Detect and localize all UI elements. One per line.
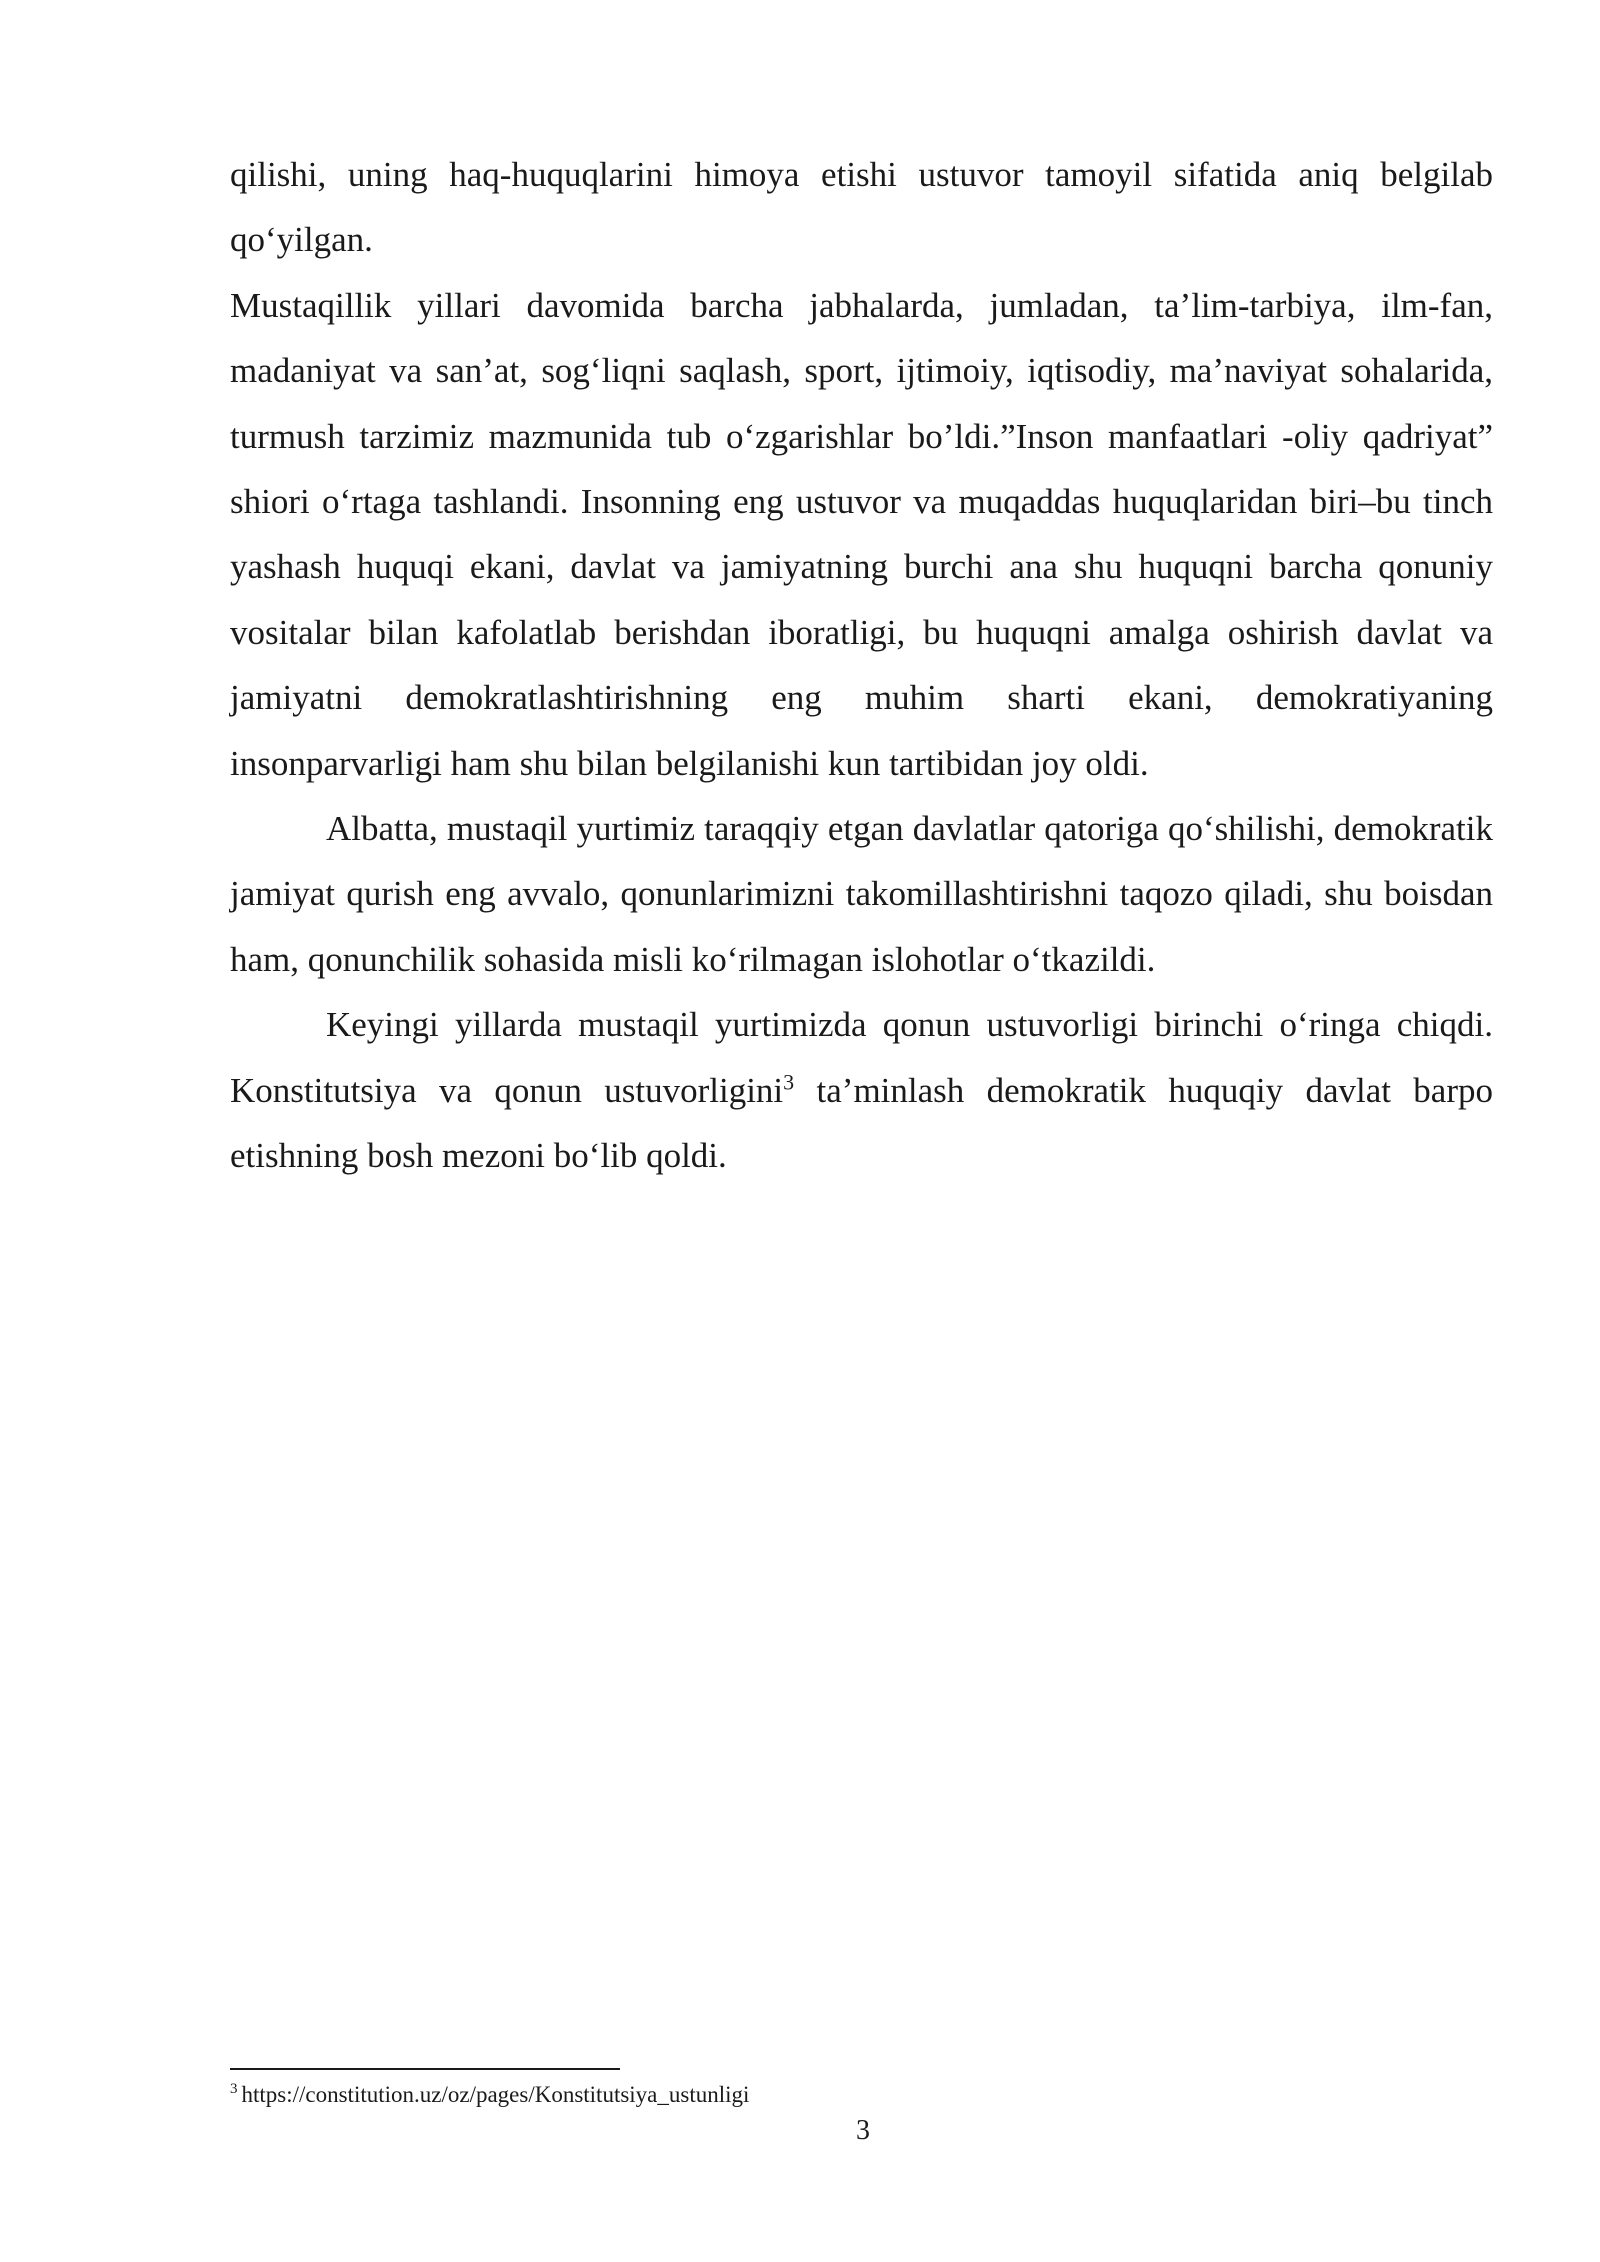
footnote-reference[interactable]: 3 — [783, 1069, 795, 1095]
footnote-link[interactable]: https://constitution.uz/oz/pages/Konstitutsiya_ustunligi — [241, 2082, 750, 2107]
footnote — [230, 2080, 1493, 2110]
paragraph-continuation: qilishi, uning haq-huquqlarini himoya etishi ustuvor tamoyil sifatida aniq belgilab qo‘yilgan. — [230, 155, 1493, 260]
paragraph-independence-years: Mustaqillik yillari davomida barcha jabhalarda, jumladan, ta’lim-tarbiya, ilm-fan, madaniyat va san’at, sog‘liqni saqlash, sport, ijtimoiy, iqtisodiy, ma’naviyat sohalarida, turmush tarzimiz mazmunida tub o‘zgarishlar bo’ldi.”Inson manfaatlari -oliy qadriyat” shiori o‘rtaga tashlandi. Insonning eng ustuvor va muqaddas huquqlaridan biri–bu tinch yashash huquqi ekani, davlat va jamiyatning burchi ana shu huquqni barcha qonuniy vositalar bilan kafolatlab berishdan iboratligi, bu huquqni amalga oshirish davlat va jamiyatni demokratlashtirishning eng muhim sharti ekani, demokratiyaning insonparvarligi ham shu bilan belgilanishi kun tartibidan joy oldi. — [230, 285, 1493, 783]
paragraph-rule-of-law — [230, 992, 1493, 1188]
paragraph-text-before-ref: Keyingi yillarda mustaqil yurtimizda qonun ustuvorligi birinchi o‘ringa chiqdi. Konstitutsiya va qonun ustuvorligini — [230, 1005, 1493, 1110]
paragraph-legal-reforms: Albatta, mustaqil yurtimiz taraqqiy etgan davlatlar qatoriga qo‘shilishi, demokratik jamiyat qurish eng avvalo, qonunlarimizni takomillashtirishni taqozo qiladi, shu boisdan ham, qonunchilik sohasida misli ko‘rilmagan islohotlar o‘tkazildi. — [230, 809, 1493, 979]
footnote-number: 3 — [230, 2081, 238, 2098]
footnote-separator — [230, 2068, 620, 2070]
page-number: 3 — [856, 2115, 870, 2146]
paragraph-text-after-ref: ta’minlash demokratik huquqiy davlat barpo etishning bosh mezoni bo‘lib qoldi. — [230, 1070, 1493, 1176]
main-text — [230, 142, 1493, 1189]
